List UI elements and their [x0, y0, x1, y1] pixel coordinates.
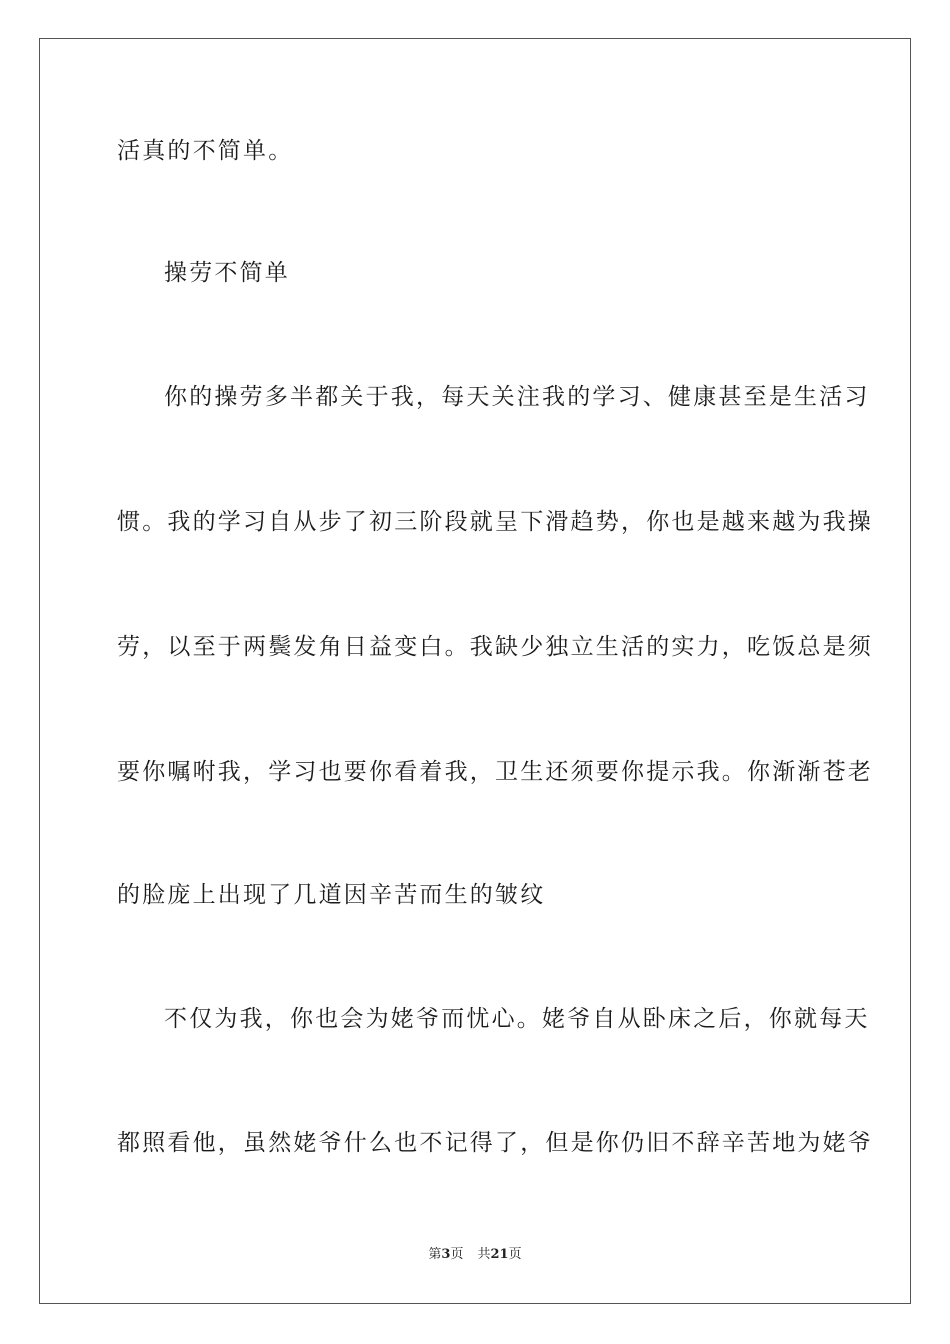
text-line-3: 你的操劳多半都关于我，每天关注我的学习、健康甚至是生活习	[164, 384, 870, 410]
footer-total-suffix: 页	[508, 1247, 522, 1262]
text-line-5: 劳，以至于两鬓发角日益变白。我缺少独立生活的实力，吃饭总是须	[117, 634, 873, 660]
text-line-1: 活真的不简单。	[117, 138, 294, 164]
text-line-9: 都照看他，虽然姥爷什么也不记得了，但是你仍旧不辞辛苦地为姥爷	[117, 1130, 873, 1156]
page-frame	[39, 38, 911, 1304]
text-line-6: 要你嘱咐我，学习也要你看着我，卫生还须要你提示我。你渐渐苍老	[117, 759, 873, 785]
footer-page-prefix: 第	[428, 1247, 442, 1262]
text-line-8: 不仅为我，你也会为姥爷而忧心。姥爷自从卧床之后，你就每天	[164, 1006, 870, 1032]
footer-page-suffix: 页	[450, 1247, 464, 1262]
text-line-7: 的脸庞上出现了几道因辛苦而生的皱纹	[117, 882, 546, 908]
text-line-4: 惯。我的学习自从步了初三阶段就呈下滑趋势，你也是越来越为我操	[117, 509, 873, 535]
footer-page-number: 3	[441, 1247, 451, 1262]
footer-total-pages: 21	[490, 1247, 509, 1262]
page-footer	[0, 1246, 950, 1264]
section-heading: 操劳不简单	[164, 260, 290, 286]
footer-total-prefix: 共	[477, 1247, 491, 1262]
